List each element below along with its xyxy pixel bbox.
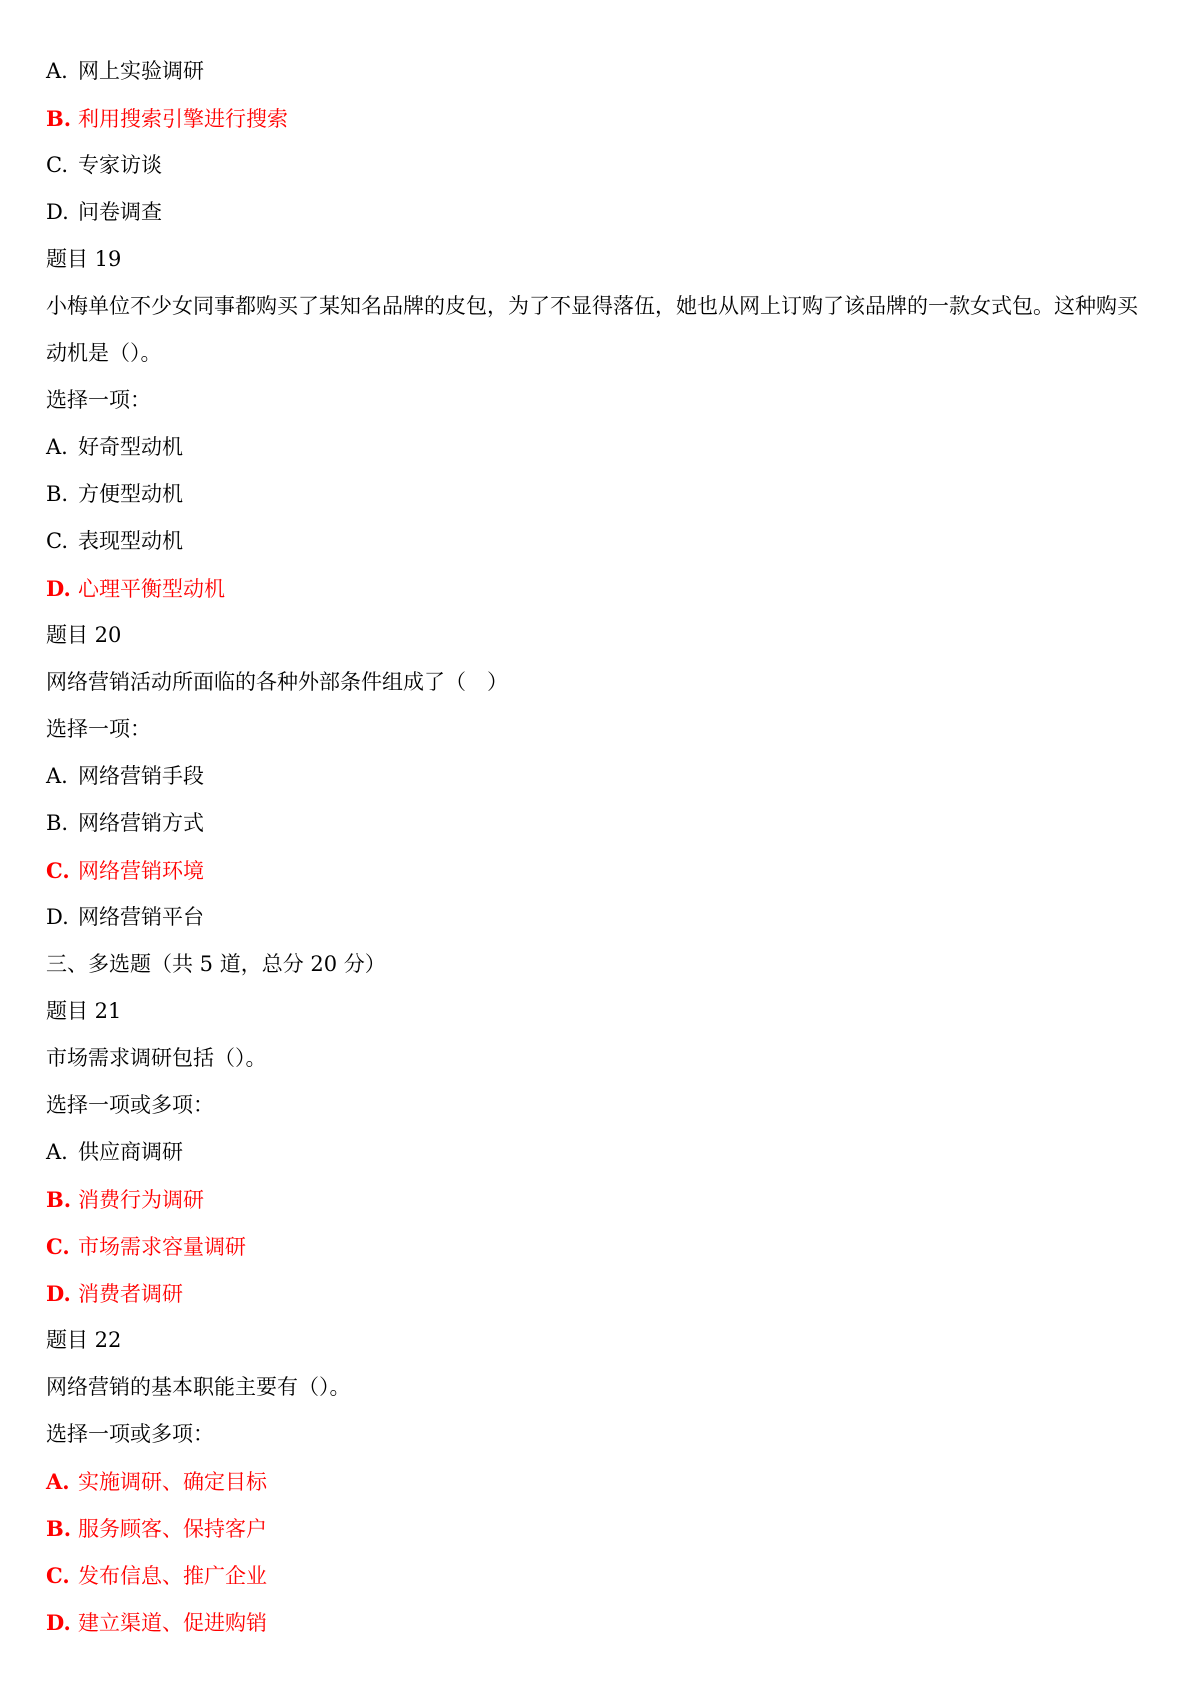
q21-option-a: A. 供应商调研 <box>46 1140 183 1164</box>
section-heading-multiple-choice: 三、多选题（共 5 道，总分 20 分） <box>46 952 386 976</box>
q19-option-c: C. 表现型动机 <box>46 529 183 553</box>
q21-option-c: C. 市场需求容量调研 <box>46 1234 246 1259</box>
q22-stem: 网络营销的基本职能主要有（）。 <box>46 1375 351 1399</box>
q21-title: 题目 21 <box>46 999 122 1023</box>
q19-stem-line2: 动机是（）。 <box>46 341 162 365</box>
q18-option-c: C. 专家访谈 <box>46 153 162 177</box>
q20-option-a: A. 网络营销手段 <box>46 764 204 788</box>
q20-stem: 网络营销活动所面临的各种外部条件组成了（ ） <box>46 670 508 694</box>
q18-option-b: B. 利用搜索引擎进行搜索 <box>46 106 288 131</box>
q18-option-a: A. 网上实验调研 <box>46 59 204 83</box>
q20-option-b: B. 网络营销方式 <box>46 811 204 835</box>
q20-option-d: D. 网络营销平台 <box>46 905 204 929</box>
q19-prompt: 选择一项： <box>46 388 151 412</box>
q22-option-a: A. 实施调研、确定目标 <box>46 1469 267 1494</box>
q21-stem: 市场需求调研包括（）。 <box>46 1046 267 1070</box>
q21-prompt: 选择一项或多项： <box>46 1093 214 1117</box>
q19-stem-line1: 小梅单位不少女同事都购买了某知名品牌的皮包，为了不显得落伍，她也从网上订购了该品牌的一款女式包。这种购买 <box>46 294 1138 318</box>
exam-page <box>46 48 1146 1646</box>
q22-title: 题目 22 <box>46 1328 122 1352</box>
q18-option-d: D. 问卷调查 <box>46 200 162 224</box>
q22-prompt: 选择一项或多项： <box>46 1422 214 1446</box>
q19-option-d: D. 心理平衡型动机 <box>46 576 225 601</box>
q19-option-b: B. 方便型动机 <box>46 482 183 506</box>
q19-option-a: A. 好奇型动机 <box>46 435 183 459</box>
q19-title: 题目 19 <box>46 247 122 271</box>
q22-option-c: C. 发布信息、推广企业 <box>46 1563 267 1588</box>
q22-option-b: B. 服务顾客、保持客户 <box>46 1516 267 1541</box>
q21-option-d: D. 消费者调研 <box>46 1281 183 1306</box>
q21-option-b: B. 消费行为调研 <box>46 1187 204 1212</box>
q22-option-d: D. 建立渠道、促进购销 <box>46 1610 267 1635</box>
q20-title: 题目 20 <box>46 623 122 647</box>
q20-prompt: 选择一项： <box>46 717 151 741</box>
q20-option-c: C. 网络营销环境 <box>46 858 204 883</box>
